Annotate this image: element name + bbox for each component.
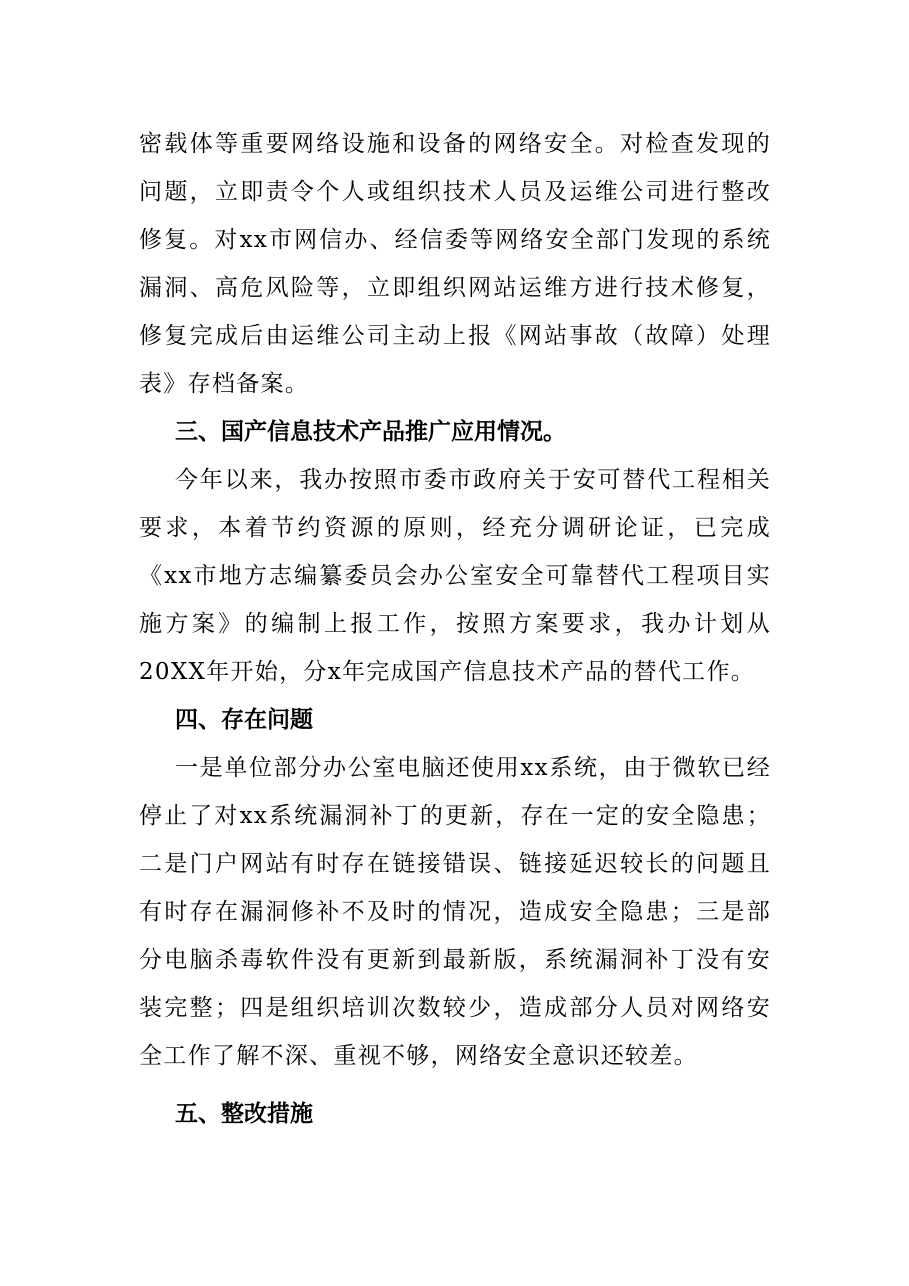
text-line: 修复。对xx市网信办、经信委等网络安全部门发现的系统 <box>139 227 771 253</box>
text-line: 二是门户网站有时存在链接错误、链接延迟较长的问题且 <box>139 851 771 877</box>
section-heading-3: 三、国产信息技术产品推广应用情况。 <box>175 419 566 445</box>
text-line: 密载体等重要网络设施和设备的网络安全。对检查发现的 <box>139 131 771 157</box>
section-heading-4: 四、存在问题 <box>175 707 313 733</box>
text-line: 一是单位部分办公室电脑还使用xx系统，由于微软已经 <box>175 755 771 781</box>
text-line: 要求，本着节约资源的原则，经充分调研论证，已完成 <box>139 515 771 541</box>
text-line: 停止了对xx系统漏洞补丁的更新，存在一定的安全隐患； <box>139 803 771 829</box>
text-line: 分电脑杀毒软件没有更新到最新版，系统漏洞补丁没有安 <box>139 947 771 973</box>
paragraph-domestic-products <box>139 456 771 696</box>
document-page <box>139 120 771 1138</box>
text-line: 漏洞、高危风险等，立即组织网站运维方进行技术修复， <box>139 275 771 301</box>
text-line: 《xx市地方志编纂委员会办公室安全可靠替代工程项目实 <box>139 563 771 589</box>
text-line: 今年以来，我办按照市委市政府关于安可替代工程相关 <box>175 467 771 493</box>
text-line: 施方案》的编制上报工作，按照方案要求，我办计划从 <box>139 611 771 637</box>
paragraph-existing-problems <box>139 744 771 1080</box>
text-line: 表》存档备案。 <box>139 371 310 397</box>
text-line: 问题，立即责令个人或组织技术人员及运维公司进行整改 <box>139 179 771 205</box>
text-line: 装完整；四是组织培训次数较少，造成部分人员对网络安 <box>139 995 771 1021</box>
paragraph-network-security-check <box>139 120 771 408</box>
text-line: 有时存在漏洞修补不及时的情况，造成安全隐患；三是部 <box>139 899 771 925</box>
text-line: 全工作了解不深、重视不够，网络安全意识还较差。 <box>139 1043 698 1069</box>
text-line: 20XX年开始，分x年完成国产信息技术产品的替代工作。 <box>139 659 756 685</box>
text-line: 修复完成后由运维公司主动上报《网站事故（故障）处理 <box>139 323 771 349</box>
section-heading-5: 五、整改措施 <box>175 1101 313 1127</box>
